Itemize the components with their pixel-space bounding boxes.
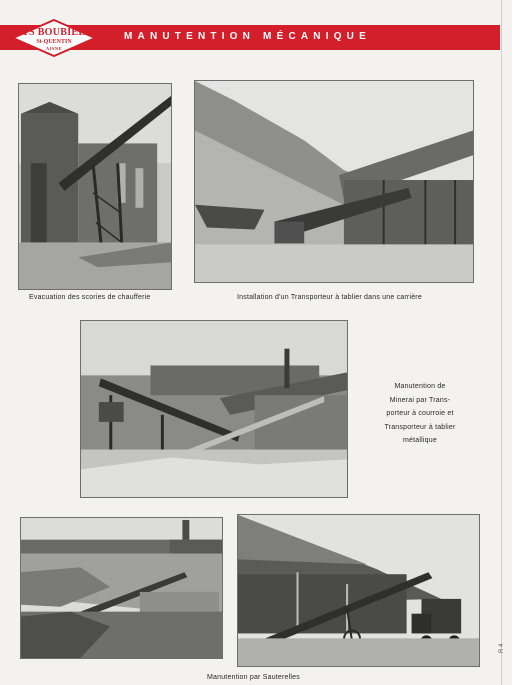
photo-stockyard <box>20 517 223 659</box>
footer-caption: Manutention par Sauterelles <box>207 674 300 681</box>
page-title: MANUTENTION MÉCANIQUE <box>124 31 371 42</box>
page-edge <box>501 0 502 685</box>
photo-sauterelles <box>237 514 480 667</box>
caption-line: Transporteur à tablier <box>384 423 456 431</box>
caption-line: porteur à courroie et <box>386 410 454 417</box>
logo-name: ETS BOUBIELA <box>15 27 93 38</box>
caption-photo-1: Evacuation des scories de chaufferie <box>29 294 151 301</box>
caption-line: métallique <box>403 437 437 444</box>
caption-line: Manutention de <box>394 383 446 390</box>
logo-department: AISNE <box>45 46 63 51</box>
photo-ore-handling <box>80 320 348 498</box>
caption-line: Minerai par Trans- <box>389 396 451 404</box>
caption-photo-2: Installation d'un Transporteur à tablier dans une carrière <box>237 294 422 301</box>
logo-city: St-QUENTIN <box>36 39 72 45</box>
page-number: R 4 <box>499 643 505 653</box>
company-logo <box>12 19 96 57</box>
photo-slag-evacuation <box>18 83 172 290</box>
caption-photo-3 <box>360 380 480 448</box>
photo-quarry-conveyor <box>194 80 474 283</box>
